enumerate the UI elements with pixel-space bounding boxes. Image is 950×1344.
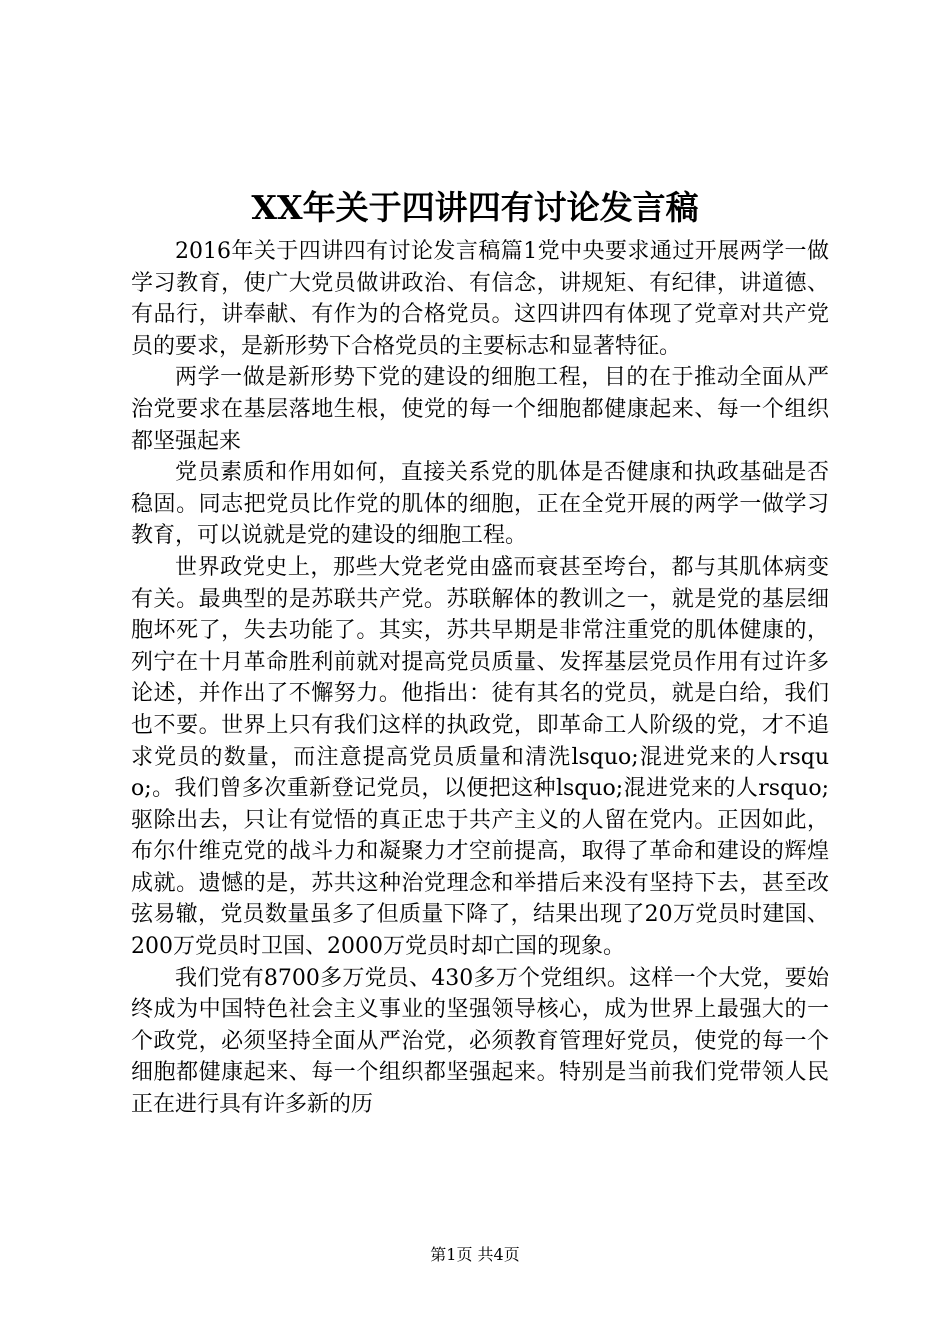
page-footer: 第1页 共4页 (430, 1245, 520, 1264)
paragraph: 世界政党史上，那些大党老党由盛而衰甚至垮台，都与其肌体病变有关。最典型的是苏联共产党。苏联解体的教训之一，就是党的基层细胞坏死了，失去功能了。其实，苏共早期是非常注重党的肌体健康的，列宁在十月革命胜利前就对提高党员质量、发挥基层党员作用有过许多论述，并作出了不懈努力。他指出：徒有其名的党员，就是白给，我们也不要。世界上只有我们这样的执政党，即革命工人阶级的党，才不追求党员的数量，而注意提高党员质量和清洗lsquo;混进党来的人rsquo;。我们曾多次重新登记党员，以便把这种lsquo;混进党来的人rsquo;驱除出去，只让有觉悟的真正忠于共产主义的人留在党内。正因如此，布尔什维克党的战斗力和凝聚力才空前提高，取得了革命和建设的辉煌成就。遗憾的是，苏共这种治党理念和举措后来没有坚持下去，甚至改弦易辙，党员数量虽多了但质量下降了，结果出现了20万党员时建国、200万党员时卫国、2000万党员时却亡国的现象。 (131, 554, 829, 960)
paragraph: 2016年关于四讲四有讨论发言稿篇1党中央要求通过开展两学一做学习教育，使广大党员做讲政治、有信念，讲规矩、有纪律，讲道德、有品行，讲奉献、有作为的合格党员。这四讲四有体现了党章对共产党员的要求，是新形势下合格党员的主要标志和显著特征。 (131, 239, 829, 359)
document-body (131, 236, 829, 1121)
paragraph: 两学一做是新形势下党的建设的细胞工程，目的在于推动全面从严治党要求在基层落地生根，使党的每一个细胞都健康起来、每一个组织都坚强起来 (131, 365, 829, 454)
paragraph: 我们党有8700多万党员、430多万个党组织。这样一个大党，要始终成为中国特色社会主义事业的坚强领导核心，成为世界上最强大的一个政党，必须坚持全面从严治党，必须教育管理好党员，使党的每一个细胞都健康起来、每一个组织都坚强起来。特别是当前我们党带领人民正在进行具有许多新的历 (131, 965, 829, 1118)
paragraph: 党员素质和作用如何，直接关系党的肌体是否健康和执政基础是否稳固。同志把党员比作党的肌体的细胞，正在全党开展的两学一做学习教育，可以说就是党的建设的细胞工程。 (131, 460, 829, 549)
document-title: XX年关于四讲四有讨论发言稿 (251, 188, 699, 227)
